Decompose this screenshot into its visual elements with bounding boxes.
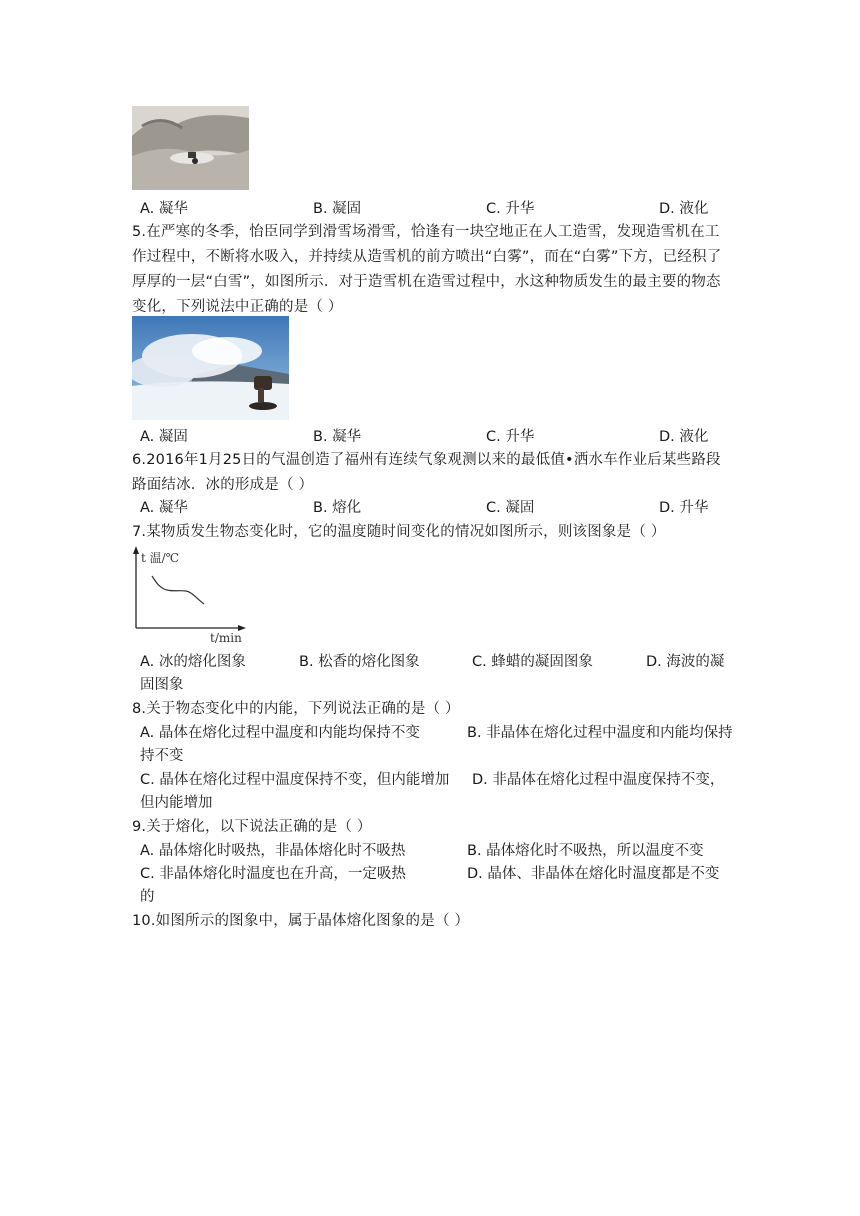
- q7-text-line-1: 7.某物质发生物态变化时，它的温度随时间变化的情况如图所示，则该图象是（ ）: [132, 524, 666, 540]
- q5-text-line-1: 5.在严寒的冬季，怡臣同学到滑雪场滑雪，恰逢有一块空地正在人工造雪，发现造雪机在工: [132, 224, 720, 240]
- q9-option-d-wrap: 的: [140, 889, 155, 905]
- q7-temperature-time-graph: [126, 542, 250, 646]
- q4-snow-slope-photo: [132, 106, 249, 190]
- q7-graph-y-label: t 温/℃: [141, 551, 180, 565]
- q5-option-c[interactable]: C. 升华: [486, 429, 535, 445]
- q8-option-b[interactable]: B. 非晶体在熔化过程中温度和内能均保持: [467, 725, 733, 741]
- q9-option-a[interactable]: A. 晶体熔化时吸热，非晶体熔化时不吸热: [140, 843, 406, 859]
- q6-option-a[interactable]: A. 凝华: [140, 500, 188, 516]
- q8-text-line-1: 8.关于物态变化中的内能，下列说法正确的是（ ）: [132, 701, 460, 717]
- q4-option-b[interactable]: B. 凝固: [313, 201, 362, 217]
- q8-option-c[interactable]: C. 晶体在熔化过程中温度保持不变，但内能增加: [140, 772, 450, 788]
- q6-text-line-2: 路面结冰．冰的形成是（ ）: [132, 477, 314, 493]
- q5-option-d[interactable]: D. 液化: [659, 429, 709, 445]
- q5-text-line-4: 变化，下列说法中正确的是（ ）: [132, 299, 343, 315]
- q7-option-c[interactable]: C. 蜂蜡的凝固图象: [472, 654, 593, 670]
- q9-option-b[interactable]: B. 晶体熔化时不吸热，所以温度不变: [467, 843, 704, 859]
- q6-option-b[interactable]: B. 熔化: [313, 500, 362, 516]
- q8-option-d[interactable]: D. 非晶体在熔化过程中温度保持不变，: [472, 772, 725, 788]
- q9-text-line-1: 9.关于熔化，以下说法正确的是（ ）: [132, 819, 372, 835]
- q9-option-d[interactable]: D. 晶体、非晶体在熔化时温度都是不变: [467, 866, 720, 882]
- q8-option-a[interactable]: A. 晶体在熔化过程中温度和内能均保持不变: [140, 725, 420, 741]
- q4-option-c[interactable]: C. 升华: [486, 201, 535, 217]
- q5-snow-machine-photo: [132, 316, 289, 420]
- q4-option-a[interactable]: A. 凝华: [140, 201, 188, 217]
- q8-option-b-wrap: 持不变: [140, 748, 184, 764]
- q6-option-d[interactable]: D. 升华: [659, 500, 709, 516]
- q5-text-line-2: 作过程中，不断将水吸入，并持续从造雪机的前方喷出“白雾”，而在“白雾”下方，已经积了: [132, 249, 722, 265]
- q4-option-d[interactable]: D. 液化: [659, 201, 709, 217]
- q7-option-b[interactable]: B. 松香的熔化图象: [299, 654, 420, 670]
- q7-option-d-wrap: 固图象: [140, 677, 184, 693]
- q5-text-line-3: 厚厚的一层“白雪”，如图所示．对于造雪机在造雪过程中，水这种物质发生的最主要的物态: [132, 274, 721, 290]
- q7-option-d[interactable]: D. 海波的凝: [646, 654, 725, 670]
- q9-option-c[interactable]: C. 非晶体熔化时温度也在升高，一定吸热: [140, 866, 406, 882]
- q5-option-a[interactable]: A. 凝固: [140, 429, 188, 445]
- q6-text-line-1: 6.2016年1月25日的气温创造了福州有连续气象观测以来的最低值•洒水车作业后某些路段: [132, 452, 721, 468]
- q10-text-line-1: 10.如图所示的图象中，属于晶体熔化图象的是（ ）: [132, 913, 470, 929]
- q7-graph-x-label: t/min: [210, 631, 242, 645]
- q7-option-a[interactable]: A. 冰的熔化图象: [140, 654, 246, 670]
- q6-option-c[interactable]: C. 凝固: [486, 500, 535, 516]
- q5-option-b[interactable]: B. 凝华: [313, 429, 362, 445]
- q8-option-d-wrap: 但内能增加: [140, 795, 213, 811]
